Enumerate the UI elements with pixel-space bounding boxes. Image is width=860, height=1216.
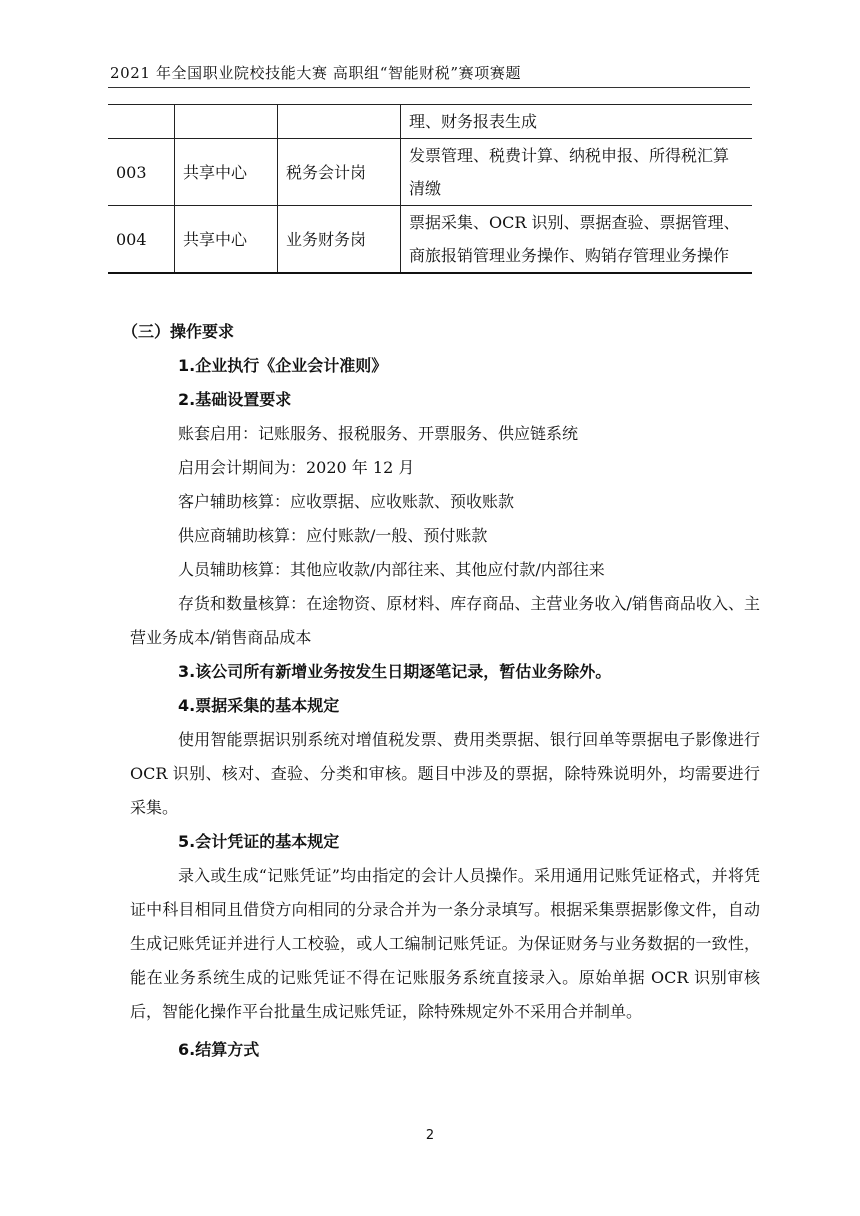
document-body	[122, 315, 760, 1067]
table-row	[108, 139, 752, 206]
setup-line: 账套启用：记账服务、报税服务、开票服务、供应链系统	[178, 424, 579, 443]
post-cell: 业务财务岗	[278, 206, 401, 274]
post-cell	[278, 105, 401, 139]
duty-cell: 发票管理、税费计算、纳税申报、所得税汇算清缴	[401, 139, 753, 206]
item-heading: 2.基础设置要求	[178, 390, 292, 409]
setup-line: 供应商辅助核算：应付账款/一般、预付账款	[178, 526, 488, 545]
code-cell: 003	[108, 139, 175, 206]
table-row	[108, 105, 752, 139]
item-heading: 4.票据采集的基本规定	[178, 696, 340, 715]
page-number: 2	[425, 1128, 435, 1143]
item-heading: 3.该公司所有新增业务按发生日期逐笔记录，暂估业务除外。	[178, 662, 612, 681]
roles-table	[108, 104, 752, 274]
item-heading: 6.结算方式	[178, 1040, 260, 1059]
code-cell	[108, 105, 175, 139]
page-header: 2021 年全国职业院校技能大赛 高职组“智能财税”赛项赛题	[110, 64, 522, 82]
setup-line: 客户辅助核算：应收票据、应收账款、预收账款	[178, 492, 515, 511]
dept-cell: 共享中心	[175, 206, 278, 274]
setup-line: 存货和数量核算：在途物资、原材料、库存商品、主营业务收入/销售商品收入、主营业务成本/销售商品成本	[130, 594, 760, 647]
dept-cell	[175, 105, 278, 139]
header-divider	[108, 87, 750, 88]
item-heading: 1.企业执行《企业会计准则》	[178, 356, 388, 375]
code-cell: 004	[108, 206, 175, 274]
item-heading: 5.会计凭证的基本规定	[178, 832, 340, 851]
section-heading: （三）操作要求	[122, 322, 235, 341]
paragraph: 录入或生成“记账凭证”均由指定的会计人员操作。采用通用记账凭证格式，并将凭证中科目相同且借贷方向相同的分录合并为一条分录填写。根据采集票据影像文件，自动生成记账凭证并进行人工校验，或人工编制记账凭证。为保证财务与业务数据的一致性，能在业务系统生成的记账凭证不得在记账服务系统直接录入。原始单据 OCR 识别审核后，智能化操作平台批量生成记账凭证，除特殊规定外不采用合并制单。	[130, 866, 760, 1021]
setup-line: 人员辅助核算：其他应收款/内部往来、其他应付款/内部往来	[178, 560, 605, 579]
paragraph: 使用智能票据识别系统对增值税发票、费用类票据、银行回单等票据电子影像进行 OCR 识别、核对、查验、分类和审核。题目中涉及的票据，除特殊说明外，均需要进行采集。	[130, 730, 760, 817]
table-row	[108, 206, 752, 274]
post-cell: 税务会计岗	[278, 139, 401, 206]
duty-cell: 理、财务报表生成	[401, 105, 753, 139]
setup-line: 启用会计期间为：2020 年 12 月	[178, 458, 415, 477]
dept-cell: 共享中心	[175, 139, 278, 206]
duty-cell: 票据采集、OCR 识别、票据查验、票据管理、商旅报销管理业务操作、购销存管理业务操作	[401, 206, 753, 274]
